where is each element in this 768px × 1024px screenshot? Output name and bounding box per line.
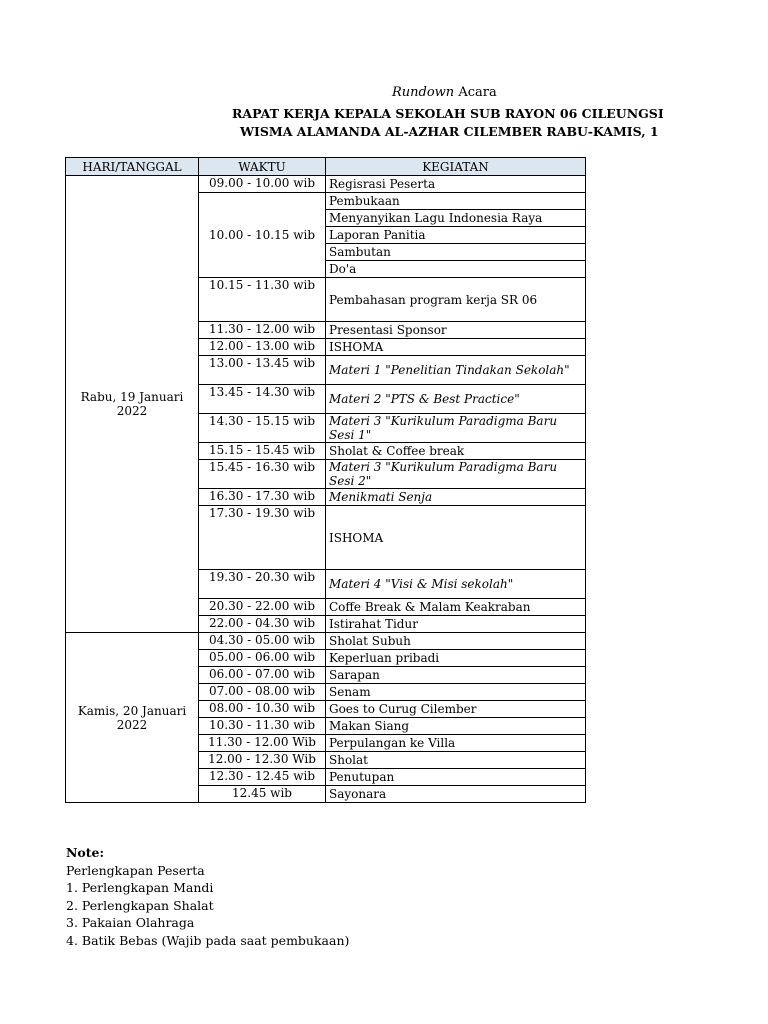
event-venue-date: WISMA ALAMANDA AL-AZHAR CILEMBER RABU-KAMIS, 1 (240, 124, 659, 139)
time-cell: 10.30 - 11.30 wib (199, 718, 326, 735)
activity-cell: Keperluan pribadi (326, 650, 586, 667)
rundown-word: Rundown (392, 85, 455, 100)
notes-title: Note: (66, 845, 105, 860)
activity-cell: Do'a (326, 261, 586, 278)
notes-subtitle: Perlengkapan Peserta (66, 862, 205, 878)
time-cell: 19.30 - 20.30 wib (199, 570, 326, 599)
activity-cell: Materi 1 "Penelitian Tindakan Sekolah" (326, 356, 586, 385)
time-cell: 04.30 - 05.00 wib (199, 633, 326, 650)
day-cell: Kamis, 20 Januari 2022 (66, 633, 199, 803)
acara-word: Acara (454, 85, 497, 100)
time-cell: 08.00 - 10.30 wib (199, 701, 326, 718)
table-header-row (66, 158, 586, 176)
activity-cell: Sholat Subuh (326, 633, 586, 650)
activity-cell: Sholat & Coffee break (326, 443, 586, 460)
activity-cell: Coffe Break & Malam Keakraban (326, 599, 586, 616)
notes-item: 4. Batik Bebas (Wajib pada saat pembukaan) (66, 932, 350, 948)
activity-cell: Penutupan (326, 769, 586, 786)
notes-item: 2. Perlengkapan Shalat (66, 897, 214, 913)
time-cell: 14.30 - 15.15 wib (199, 414, 326, 443)
activity-cell: Menikmati Senja (326, 489, 586, 506)
time-cell: 13.45 - 14.30 wib (199, 385, 326, 414)
time-cell: 22.00 - 04.30 wib (199, 616, 326, 633)
activity-cell: Senam (326, 684, 586, 701)
activity-cell: ISHOMA (326, 506, 586, 570)
time-cell: 09.00 - 10.00 wib (199, 176, 326, 193)
activity-cell: Pembahasan program kerja SR 06 (326, 278, 586, 322)
activity-cell: Pembukaan (326, 193, 586, 210)
time-cell: 11.30 - 12.00 wib (199, 322, 326, 339)
activity-cell: Sarapan (326, 667, 586, 684)
activity-cell: Presentasi Sponsor (326, 322, 586, 339)
time-cell: 05.00 - 06.00 wib (199, 650, 326, 667)
activity-cell: Goes to Curug Cilember (326, 701, 586, 718)
column-header-day: HARI/TANGGAL (66, 158, 199, 176)
time-cell: 12.30 - 12.45 wib (199, 769, 326, 786)
notes-item: 1. Perlengkapan Mandi (66, 880, 214, 896)
event-title: RAPAT KERJA KEPALA SEKOLAH SUB RAYON 06 CILEUNGSI (232, 106, 664, 121)
activity-cell: Makan Siang (326, 718, 586, 735)
time-cell: 10.00 - 10.15 wib (199, 193, 326, 278)
time-cell: 12.00 - 12.30 Wib (199, 752, 326, 769)
time-cell: 16.30 - 17.30 wib (199, 489, 326, 506)
time-cell: 20.30 - 22.00 wib (199, 599, 326, 616)
time-cell: 11.30 - 12.00 Wib (199, 735, 326, 752)
schedule-body (66, 176, 586, 803)
activity-cell: Regisrasi Peserta (326, 176, 586, 193)
time-cell: 12.00 - 13.00 wib (199, 339, 326, 356)
time-cell: 13.00 - 13.45 wib (199, 356, 326, 385)
notes-section (66, 844, 349, 950)
activity-cell: Materi 4 "Visi & Misi sekolah" (326, 570, 586, 599)
time-cell: 17.30 - 19.30 wib (199, 506, 326, 570)
time-cell: 07.00 - 08.00 wib (199, 684, 326, 701)
time-cell: 15.45 - 16.30 wib (199, 460, 326, 489)
notes-item: 3. Pakaian Olahraga (66, 915, 195, 931)
activity-cell: Menyanyikan Lagu Indonesia Raya (326, 210, 586, 227)
time-cell: 10.15 - 11.30 wib (199, 278, 326, 322)
table-row (66, 633, 586, 650)
activity-cell: Sholat (326, 752, 586, 769)
activity-cell: Materi 3 "Kurikulum Paradigma Baru Sesi 1" (326, 414, 586, 443)
activity-cell: Perpulangan ke Villa (326, 735, 586, 752)
activity-cell: Sayonara (326, 786, 586, 803)
time-cell: 12.45 wib (199, 786, 326, 803)
column-header-activity: KEGIATAN (326, 158, 586, 176)
table-row (66, 176, 586, 193)
activity-cell: Laporan Panitia (326, 227, 586, 244)
activity-cell: Materi 2 "PTS & Best Practice" (326, 385, 586, 414)
column-header-time: WAKTU (199, 158, 326, 176)
time-cell: 15.15 - 15.45 wib (199, 443, 326, 460)
rundown-title (392, 85, 497, 100)
schedule-table (65, 157, 586, 803)
time-cell: 06.00 - 07.00 wib (199, 667, 326, 684)
activity-cell: ISHOMA (326, 339, 586, 356)
day-cell: Rabu, 19 Januari 2022 (66, 176, 199, 633)
activity-cell: Istirahat Tidur (326, 616, 586, 633)
activity-cell: Sambutan (326, 244, 586, 261)
activity-cell: Materi 3 "Kurikulum Paradigma Baru Sesi 2" (326, 460, 586, 489)
